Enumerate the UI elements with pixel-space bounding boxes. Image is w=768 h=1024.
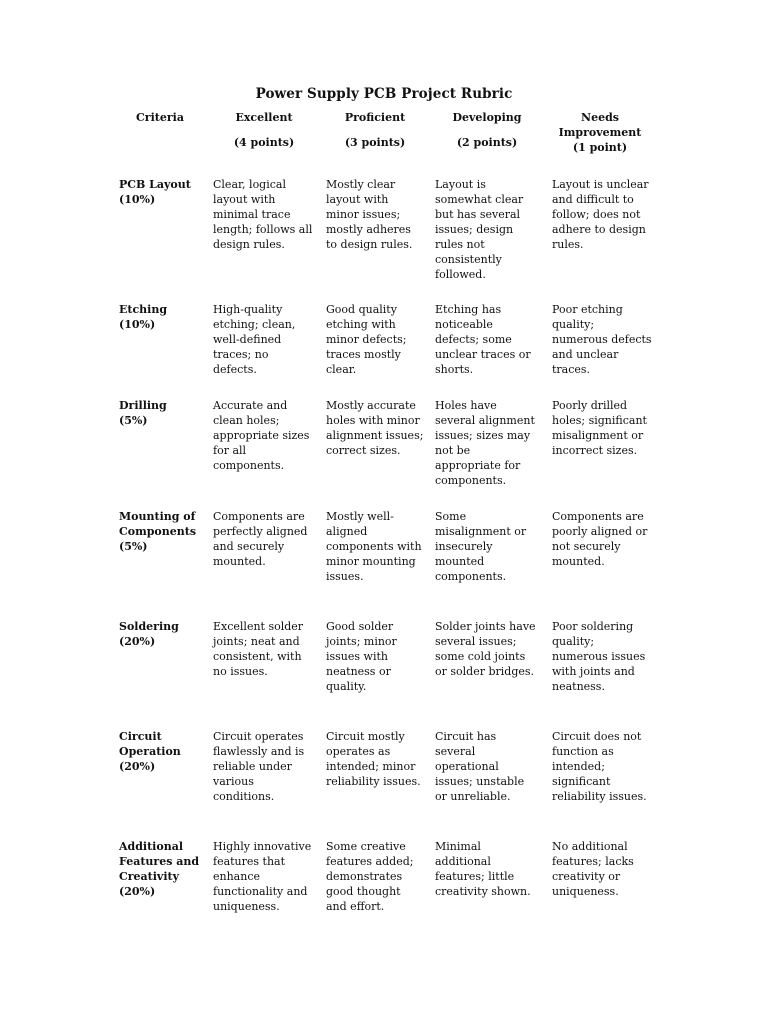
header-proficient-label: Proficient: [344, 111, 406, 124]
criterion-name: Additional Features and Creativity: [119, 840, 200, 883]
excellent-cell: High-quality etching; clean, well-defined traces; no defects.: [213, 303, 296, 376]
criterion-cell: [119, 839, 203, 899]
criterion-cell: [119, 619, 203, 649]
document-title: Power Supply PCB Project Rubric: [255, 86, 513, 102]
header-excellent-label: Excellent: [235, 111, 293, 124]
proficient-cell: Good solder joints; minor issues with neatness or quality.: [326, 620, 397, 693]
header-proficient-points: (3 points): [344, 136, 406, 149]
criterion-weight: (5%): [119, 540, 148, 553]
header-needs-improvement-label-1: Needs: [581, 111, 619, 124]
criterion-weight: (5%): [119, 414, 148, 427]
excellent-cell: Excellent solder joints; neat and consistent, with no issues.: [213, 620, 304, 678]
proficient-cell: Circuit mostly operates as intended; minor reliability issues.: [326, 730, 421, 788]
criterion-name: PCB Layout: [119, 178, 191, 191]
needs-improvement-cell: Poor etching quality; numerous defects and unclear traces.: [552, 303, 652, 376]
excellent-cell: Circuit operates flawlessly and is reliable under various conditions.: [213, 730, 305, 803]
header-criteria-label: Criteria: [136, 111, 184, 124]
criterion-weight: (20%): [119, 635, 156, 648]
developing-cell: Minimal additional features; little creativity shown.: [435, 840, 531, 898]
criterion-name: Mounting of Components: [119, 510, 197, 538]
criterion-cell: [119, 302, 203, 332]
excellent-cell: Clear, logical layout with minimal trace length; follows all design rules.: [213, 178, 313, 251]
developing-cell: Layout is somewhat clear but has several issues; design rules not consistently followed.: [435, 178, 524, 281]
header-developing: [434, 110, 540, 150]
header-excellent: [213, 110, 315, 150]
developing-cell: Some misalignment or insecurely mounted components.: [435, 510, 527, 583]
proficient-cell: Good quality etching with minor defects; traces mostly clear.: [326, 303, 407, 376]
criterion-weight: (10%): [119, 193, 156, 206]
header-developing-points: (2 points): [456, 136, 518, 149]
proficient-cell: Some creative features added; demonstrates good thought and effort.: [326, 840, 414, 913]
excellent-cell: Highly innovative features that enhance functionality and uniqueness.: [213, 840, 312, 913]
criterion-name: Drilling: [119, 399, 167, 412]
criterion-cell: [119, 177, 203, 207]
criterion-weight: (10%): [119, 318, 156, 331]
proficient-cell: Mostly clear layout with minor issues; mostly adheres to design rules.: [326, 178, 413, 251]
excellent-cell: Accurate and clean holes; appropriate sizes for all components.: [213, 399, 310, 472]
developing-cell: Solder joints have several issues; some cold joints or solder bridges.: [435, 620, 536, 678]
needs-improvement-cell: Poor soldering quality; numerous issues with joints and neatness.: [552, 620, 646, 693]
needs-improvement-cell: No additional features; lacks creativity or uniqueness.: [552, 840, 634, 898]
header-developing-label: Developing: [452, 111, 522, 124]
header-needs-improvement: [549, 110, 651, 155]
criterion-cell: [119, 398, 203, 428]
excellent-cell: Components are perfectly aligned and securely mounted.: [213, 510, 308, 568]
proficient-cell: Mostly accurate holes with minor alignment issues; correct sizes.: [326, 399, 424, 457]
header-needs-improvement-label-2: Improvement: [558, 126, 642, 139]
criterion-name: Circuit Operation: [119, 730, 181, 758]
header-needs-improvement-points: (1 point): [572, 141, 628, 154]
criterion-name: Soldering: [119, 620, 179, 633]
developing-cell: Holes have several alignment issues; sizes may not be appropriate for components.: [435, 399, 535, 487]
needs-improvement-cell: Circuit does not function as intended; significant reliability issues.: [552, 730, 647, 803]
header-criteria: [118, 110, 202, 125]
header-excellent-points: (4 points): [233, 136, 295, 149]
needs-improvement-cell: Poorly drilled holes; significant misalignment or incorrect sizes.: [552, 399, 647, 457]
criterion-cell: [119, 509, 203, 554]
needs-improvement-cell: Components are poorly aligned or not securely mounted.: [552, 510, 648, 568]
criterion-weight: (20%): [119, 885, 156, 898]
needs-improvement-cell: Layout is unclear and difficult to follow; does not adhere to design rules.: [552, 178, 649, 251]
criterion-weight: (20%): [119, 760, 156, 773]
proficient-cell: Mostly well-aligned components with minor mounting issues.: [326, 510, 422, 583]
header-proficient: [325, 110, 425, 150]
developing-cell: Circuit has several operational issues; unstable or unreliable.: [435, 730, 525, 803]
criterion-cell: [119, 729, 203, 774]
criterion-name: Etching: [119, 303, 168, 316]
developing-cell: Etching has noticeable defects; some unclear traces or shorts.: [435, 303, 531, 376]
